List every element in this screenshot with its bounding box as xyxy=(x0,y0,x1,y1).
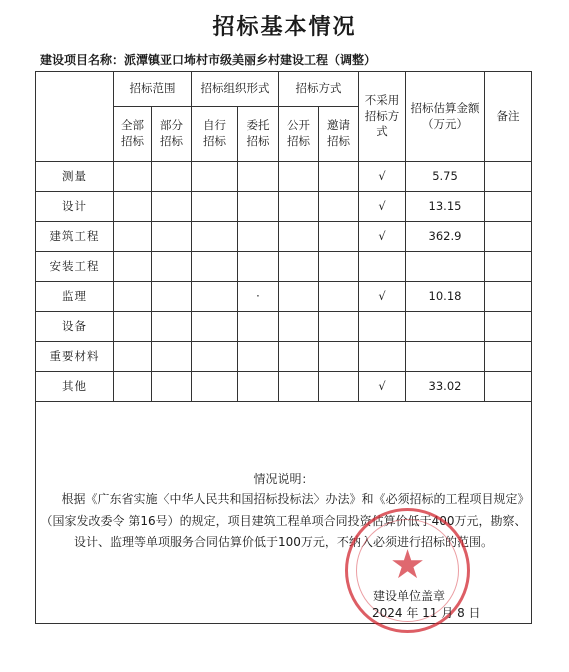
row-label: 设备 xyxy=(36,312,114,342)
header-estimate xyxy=(406,72,485,162)
header-org-self-text: 自行招标 xyxy=(203,118,226,148)
not-adopted-mark: √ xyxy=(359,222,406,252)
project-name-line xyxy=(40,51,376,68)
row-label: 监理 xyxy=(36,282,114,312)
amount-cell: 33.02 xyxy=(406,372,485,402)
table-row xyxy=(36,282,532,312)
table-row xyxy=(36,162,532,192)
signature-date: 2024 年 11 月 8 日 xyxy=(372,606,481,620)
table-row xyxy=(36,372,532,402)
header-estimate-text: 招标估算金额（万元） xyxy=(410,100,480,131)
header-org-entrust-text: 委托招标 xyxy=(246,118,270,148)
row-label: 其他 xyxy=(36,372,114,402)
header-not-adopted-text: 不采用招标方式 xyxy=(364,93,400,139)
row-label: 重要材料 xyxy=(36,342,114,372)
header-method-open xyxy=(279,107,319,162)
header-org-form: 招标组织形式 xyxy=(192,72,279,107)
header-scope-part-text: 部分招标 xyxy=(160,118,183,148)
notes-title: 情况说明： xyxy=(253,472,314,487)
amount-cell: 362.9 xyxy=(406,222,485,252)
row-label: 建筑工程 xyxy=(36,222,114,252)
table-row xyxy=(36,342,532,372)
header-method-invite-text: 邀请招标 xyxy=(327,118,350,148)
not-adopted-mark xyxy=(359,312,406,342)
stray-dot: · xyxy=(238,282,279,312)
project-name: 派潭镇亚口㘵村市级美丽乡村建设工程（调整） xyxy=(124,53,377,67)
not-adopted-mark xyxy=(359,252,406,282)
amount-cell: 13.15 xyxy=(406,192,485,222)
header-method: 招标方式 xyxy=(279,72,359,107)
not-adopted-mark: √ xyxy=(359,162,406,192)
corner-cell xyxy=(36,72,114,162)
notes-body: 根据《广东省实施〈中华人民共和国招标投标法〉办法》和《必须招标的工程项目规定》（国家发改委令 第16号）的规定，项目建筑工程单项合同投资估算价低于400万元，勘察、设计、监理等单项服务合同估算价低于100万元，不纳入必须进行招标的范围。 xyxy=(40,492,530,550)
signature-unit: 建设单位盖章 xyxy=(373,589,446,603)
header-remark: 备注 xyxy=(485,72,532,162)
amount-cell xyxy=(406,252,485,282)
row-label: 安装工程 xyxy=(36,252,114,282)
amount-cell: 5.75 xyxy=(406,162,485,192)
not-adopted-mark: √ xyxy=(359,192,406,222)
not-adopted-mark: √ xyxy=(359,282,406,312)
header-scope-all xyxy=(114,107,152,162)
header-method-open-text: 公开招标 xyxy=(287,118,310,148)
amount-cell xyxy=(406,312,485,342)
header-org-self xyxy=(192,107,238,162)
header-org-entrust xyxy=(238,107,279,162)
header-scope-part xyxy=(152,107,192,162)
amount-cell xyxy=(406,342,485,372)
row-label: 测量 xyxy=(36,162,114,192)
header-not-adopted xyxy=(359,72,406,162)
project-label: 建设项目名称： xyxy=(40,53,125,67)
not-adopted-mark xyxy=(359,342,406,372)
page-title: 招标基本情况 xyxy=(212,14,357,40)
table-row xyxy=(36,312,532,342)
table-row xyxy=(36,252,532,282)
header-scope-all-text: 全部招标 xyxy=(121,118,144,148)
amount-cell: 10.18 xyxy=(406,282,485,312)
seal-star-icon: ★ xyxy=(389,542,426,588)
header-scope: 招标范围 xyxy=(114,72,192,107)
row-label: 设计 xyxy=(36,192,114,222)
table-row xyxy=(36,222,532,252)
table-row xyxy=(36,192,532,222)
not-adopted-mark: √ xyxy=(359,372,406,402)
header-method-invite xyxy=(319,107,359,162)
